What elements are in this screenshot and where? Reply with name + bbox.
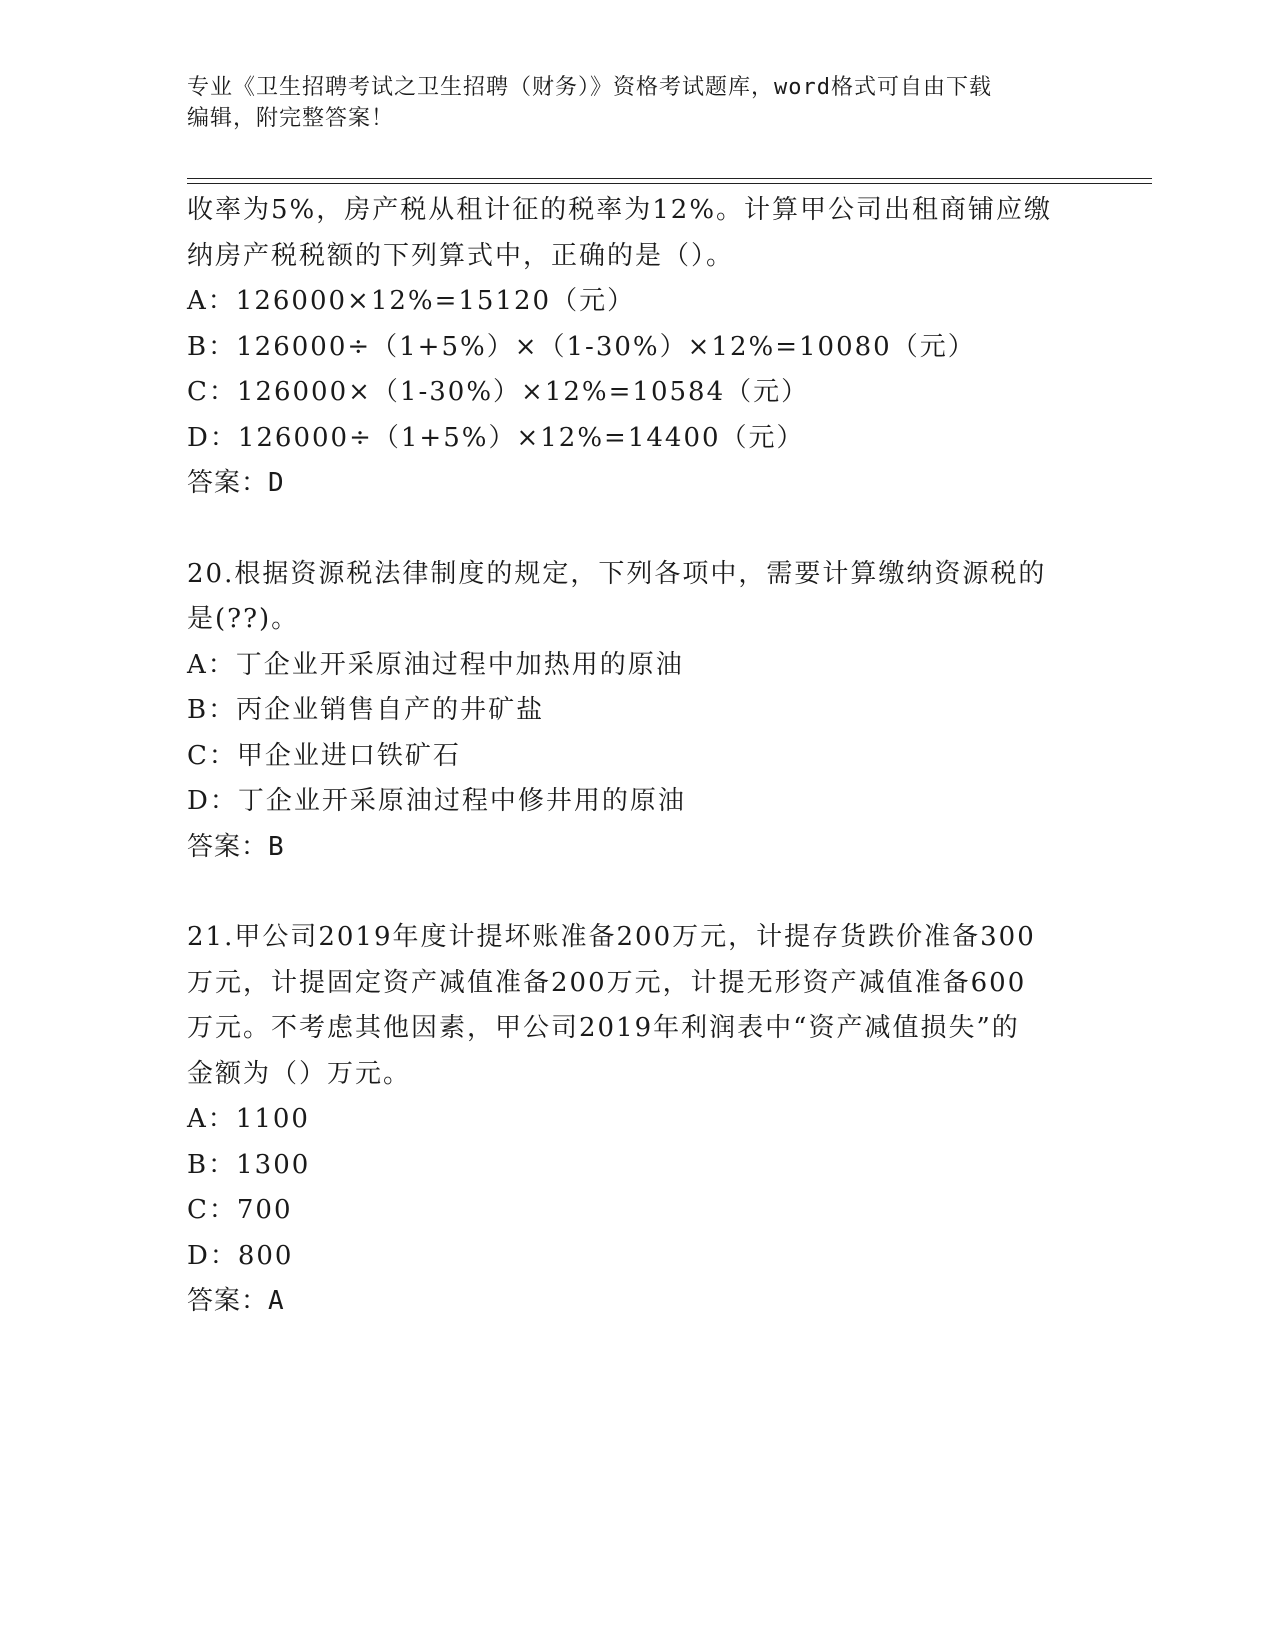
question-19 bbox=[187, 188, 1087, 507]
header-line-1: 专业《卫生招聘考试之卫生招聘（财务）》资格考试题库，word格式可自由下载 bbox=[187, 75, 992, 100]
question-stem-line: 是(??)。 bbox=[187, 604, 300, 634]
question-stem-line: 20.根据资源税法律制度的规定，下列各项中，需要计算缴纳资源税的 bbox=[187, 558, 1047, 589]
option-b: B：丙企业销售自产的井矿盐 bbox=[187, 695, 545, 725]
answer: 答案：D bbox=[187, 468, 285, 498]
question-stem-line: 万元，计提固定资产减值准备200万元，计提无形资产减值准备600 bbox=[187, 967, 1027, 998]
header-divider-bottom bbox=[187, 183, 1152, 184]
answer: 答案：A bbox=[187, 1286, 285, 1316]
header-line-2: 编辑，附完整答案！ bbox=[187, 106, 395, 131]
option-c: C：126000×（1-30%）×12%=10584（元） bbox=[187, 377, 810, 407]
option-a: A：丁企业开采原油过程中加热用的原油 bbox=[187, 649, 684, 680]
option-a: A：126000×12%=15120（元） bbox=[187, 286, 636, 316]
option-b: B：126000÷（1+5%）×（1-30%）×12%=10080（元） bbox=[187, 331, 976, 362]
option-c: C：甲企业进口铁矿石 bbox=[187, 740, 461, 771]
question-stem-line: 金额为（）万元。 bbox=[187, 1058, 412, 1089]
option-c: C：700 bbox=[187, 1195, 293, 1225]
option-d: D：800 bbox=[187, 1240, 294, 1271]
header-divider-top bbox=[187, 178, 1152, 179]
option-b: B：1300 bbox=[187, 1149, 311, 1180]
question-21 bbox=[187, 915, 1087, 1325]
answer: 答案：B bbox=[187, 831, 285, 862]
question-stem-line: 万元。不考虑其他因素，甲公司2019年利润表中“资产减值损失”的 bbox=[187, 1013, 1020, 1043]
document-body bbox=[187, 188, 1087, 1325]
question-stem-line: 纳房产税税额的下列算式中，正确的是（）。 bbox=[187, 240, 735, 271]
spacer bbox=[187, 507, 1087, 552]
option-a: A：1100 bbox=[187, 1104, 310, 1134]
question-stem-line: 21.甲公司2019年度计提坏账准备200万元，计提存货跌价准备300 bbox=[187, 922, 1036, 952]
option-d: D：126000÷（1+5%）×12%=14400（元） bbox=[187, 422, 805, 453]
spacer bbox=[187, 870, 1087, 915]
document-header bbox=[187, 72, 1087, 134]
option-d: D：丁企业开采原油过程中修井用的原油 bbox=[187, 786, 686, 816]
question-20 bbox=[187, 552, 1087, 871]
question-stem-line: 收率为5%，房产税从租计征的税率为12%。计算甲公司出租商铺应缴 bbox=[187, 195, 1053, 225]
